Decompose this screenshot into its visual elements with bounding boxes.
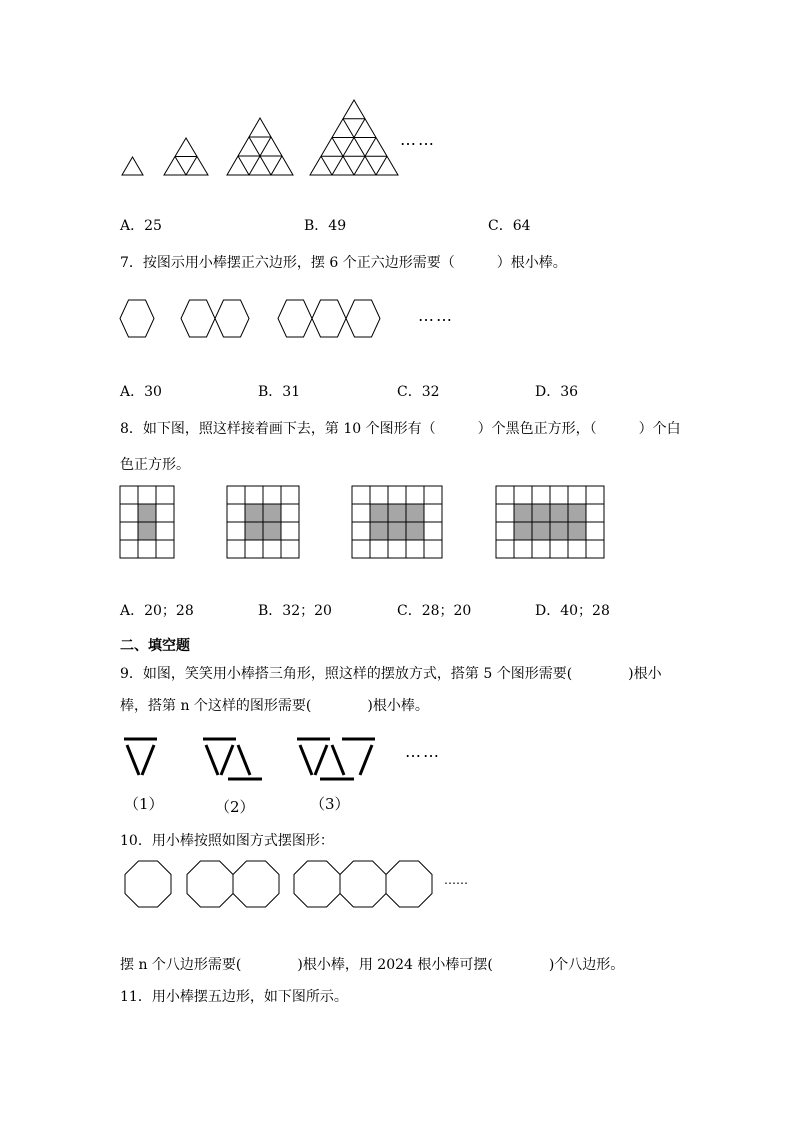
black-square bbox=[370, 522, 388, 540]
white-square bbox=[586, 504, 604, 522]
white-square bbox=[370, 486, 388, 504]
black-square bbox=[263, 522, 281, 540]
white-square bbox=[138, 540, 156, 558]
white-square bbox=[586, 540, 604, 558]
q8-option-d[interactable]: D．40；28 bbox=[535, 603, 610, 619]
octagon bbox=[233, 861, 279, 907]
hexagon-figure-3 bbox=[278, 300, 380, 337]
q9-figure-label-1: （1） bbox=[124, 795, 164, 813]
black-square bbox=[370, 504, 388, 522]
white-square bbox=[496, 522, 514, 540]
q9-stick-triangle-figures bbox=[0, 730, 794, 790]
black-square bbox=[568, 504, 586, 522]
black-square bbox=[388, 522, 406, 540]
white-square bbox=[227, 504, 245, 522]
q8-grid-figures bbox=[0, 480, 794, 565]
white-square bbox=[406, 486, 424, 504]
black-square bbox=[138, 522, 156, 540]
white-square bbox=[227, 540, 245, 558]
octagon bbox=[125, 861, 171, 907]
q6-ellipsis: …… bbox=[400, 130, 436, 149]
q10-answer-line: 摆 n 个八边形需要( )根小棒，用 2024 根小棒可摆( )个八边形。 bbox=[120, 957, 625, 973]
white-square bbox=[352, 522, 370, 540]
white-square bbox=[370, 540, 388, 558]
black-square bbox=[514, 504, 532, 522]
grid-figure-4 bbox=[496, 486, 604, 558]
hexagon-figure-1 bbox=[120, 300, 154, 337]
q7-option-b[interactable]: B．31 bbox=[258, 384, 301, 400]
white-square bbox=[156, 522, 174, 540]
octagon bbox=[340, 861, 386, 907]
stick-figure-3 bbox=[297, 739, 375, 779]
white-square bbox=[138, 486, 156, 504]
white-square bbox=[156, 504, 174, 522]
section-title-fill-in: 二、填空题 bbox=[120, 638, 190, 654]
grid-figure-1 bbox=[120, 486, 174, 558]
q9-question-text-line2: 棒，搭第 n 个这样的图形需要( )根小棒。 bbox=[120, 698, 429, 714]
q9-question-text-line1: 9．如图，笑笑用小棒搭三角形，照这样的摆放方式，搭第 5 个图形需要( )根小 bbox=[120, 666, 662, 682]
white-square bbox=[263, 540, 281, 558]
q8-option-b[interactable]: B．32；20 bbox=[258, 603, 332, 619]
grid-figure-3 bbox=[352, 486, 442, 558]
stick-figure-1 bbox=[124, 739, 157, 775]
white-square bbox=[586, 486, 604, 504]
q7-ellipsis: …… bbox=[418, 306, 454, 325]
white-square bbox=[156, 540, 174, 558]
q10-octagon-figures bbox=[0, 855, 794, 915]
octagon bbox=[187, 861, 233, 907]
white-square bbox=[281, 540, 299, 558]
black-square bbox=[138, 504, 156, 522]
q11-question-text: 11．用小棒摆五边形，如下图所示。 bbox=[120, 989, 348, 1005]
q8-option-c[interactable]: C．28；20 bbox=[397, 603, 472, 619]
white-square bbox=[550, 540, 568, 558]
q6-option-a[interactable]: A．25 bbox=[120, 218, 162, 234]
hexagon-figure-2 bbox=[181, 300, 249, 337]
grid-figure-2 bbox=[227, 486, 299, 558]
q8-question-text-line1: 8．如下图，照这样接着画下去，第 10 个图形有（ ）个黑色正方形，（ ）个白 bbox=[120, 421, 681, 437]
white-square bbox=[406, 540, 424, 558]
q8-question-text-line2: 色正方形。 bbox=[120, 457, 190, 473]
black-square bbox=[263, 504, 281, 522]
white-square bbox=[532, 486, 550, 504]
white-square bbox=[568, 540, 586, 558]
triangle-figure-1 bbox=[122, 157, 143, 175]
black-square bbox=[550, 522, 568, 540]
octagon bbox=[386, 861, 432, 907]
white-square bbox=[352, 504, 370, 522]
white-square bbox=[424, 522, 442, 540]
q9-figure-label-3: （3） bbox=[310, 795, 350, 813]
white-square bbox=[227, 486, 245, 504]
q10-ellipsis: …… bbox=[444, 873, 468, 887]
white-square bbox=[227, 522, 245, 540]
black-square bbox=[568, 522, 586, 540]
white-square bbox=[352, 540, 370, 558]
white-square bbox=[424, 540, 442, 558]
q9-ellipsis: …… bbox=[405, 742, 441, 761]
white-square bbox=[550, 486, 568, 504]
white-square bbox=[281, 522, 299, 540]
q8-option-a[interactable]: A．20；28 bbox=[120, 603, 194, 619]
q7-option-a[interactable]: A．30 bbox=[120, 384, 162, 400]
octagon bbox=[294, 861, 340, 907]
white-square bbox=[281, 486, 299, 504]
white-square bbox=[496, 540, 514, 558]
q10-question-text: 10．用小棒按照如图方式摆图形： bbox=[120, 833, 334, 849]
white-square bbox=[245, 540, 263, 558]
q7-hexagon-figures bbox=[0, 290, 794, 350]
white-square bbox=[156, 486, 174, 504]
white-square bbox=[532, 540, 550, 558]
black-square bbox=[550, 504, 568, 522]
white-square bbox=[120, 522, 138, 540]
black-square bbox=[532, 504, 550, 522]
black-square bbox=[406, 522, 424, 540]
q7-option-d[interactable]: D．36 bbox=[535, 384, 579, 400]
white-square bbox=[352, 486, 370, 504]
triangle-figure-4 bbox=[310, 100, 398, 175]
white-square bbox=[586, 522, 604, 540]
white-square bbox=[388, 486, 406, 504]
white-square bbox=[120, 540, 138, 558]
black-square bbox=[514, 522, 532, 540]
white-square bbox=[496, 504, 514, 522]
white-square bbox=[245, 486, 263, 504]
black-square bbox=[245, 522, 263, 540]
white-square bbox=[263, 486, 281, 504]
black-square bbox=[406, 504, 424, 522]
white-square bbox=[120, 486, 138, 504]
black-square bbox=[532, 522, 550, 540]
triangle-figure-2 bbox=[164, 138, 208, 175]
white-square bbox=[424, 504, 442, 522]
stick-figure-2 bbox=[203, 739, 262, 779]
q7-question-text: 7．按图示用小棒摆正六边形，摆 6 个正六边形需要（ ）根小棒。 bbox=[120, 255, 567, 271]
white-square bbox=[514, 540, 532, 558]
white-square bbox=[514, 486, 532, 504]
q6-option-b[interactable]: B．49 bbox=[304, 218, 347, 234]
black-square bbox=[245, 504, 263, 522]
white-square bbox=[388, 540, 406, 558]
black-square bbox=[388, 504, 406, 522]
white-square bbox=[120, 504, 138, 522]
white-square bbox=[281, 504, 299, 522]
q7-option-c[interactable]: C．32 bbox=[397, 384, 440, 400]
q6-triangle-figures bbox=[0, 0, 794, 200]
white-square bbox=[496, 486, 514, 504]
q6-option-c[interactable]: C．64 bbox=[488, 218, 531, 234]
q9-figure-label-2: （2） bbox=[215, 798, 255, 816]
white-square bbox=[568, 486, 586, 504]
triangle-figure-3 bbox=[227, 118, 293, 175]
white-square bbox=[424, 486, 442, 504]
